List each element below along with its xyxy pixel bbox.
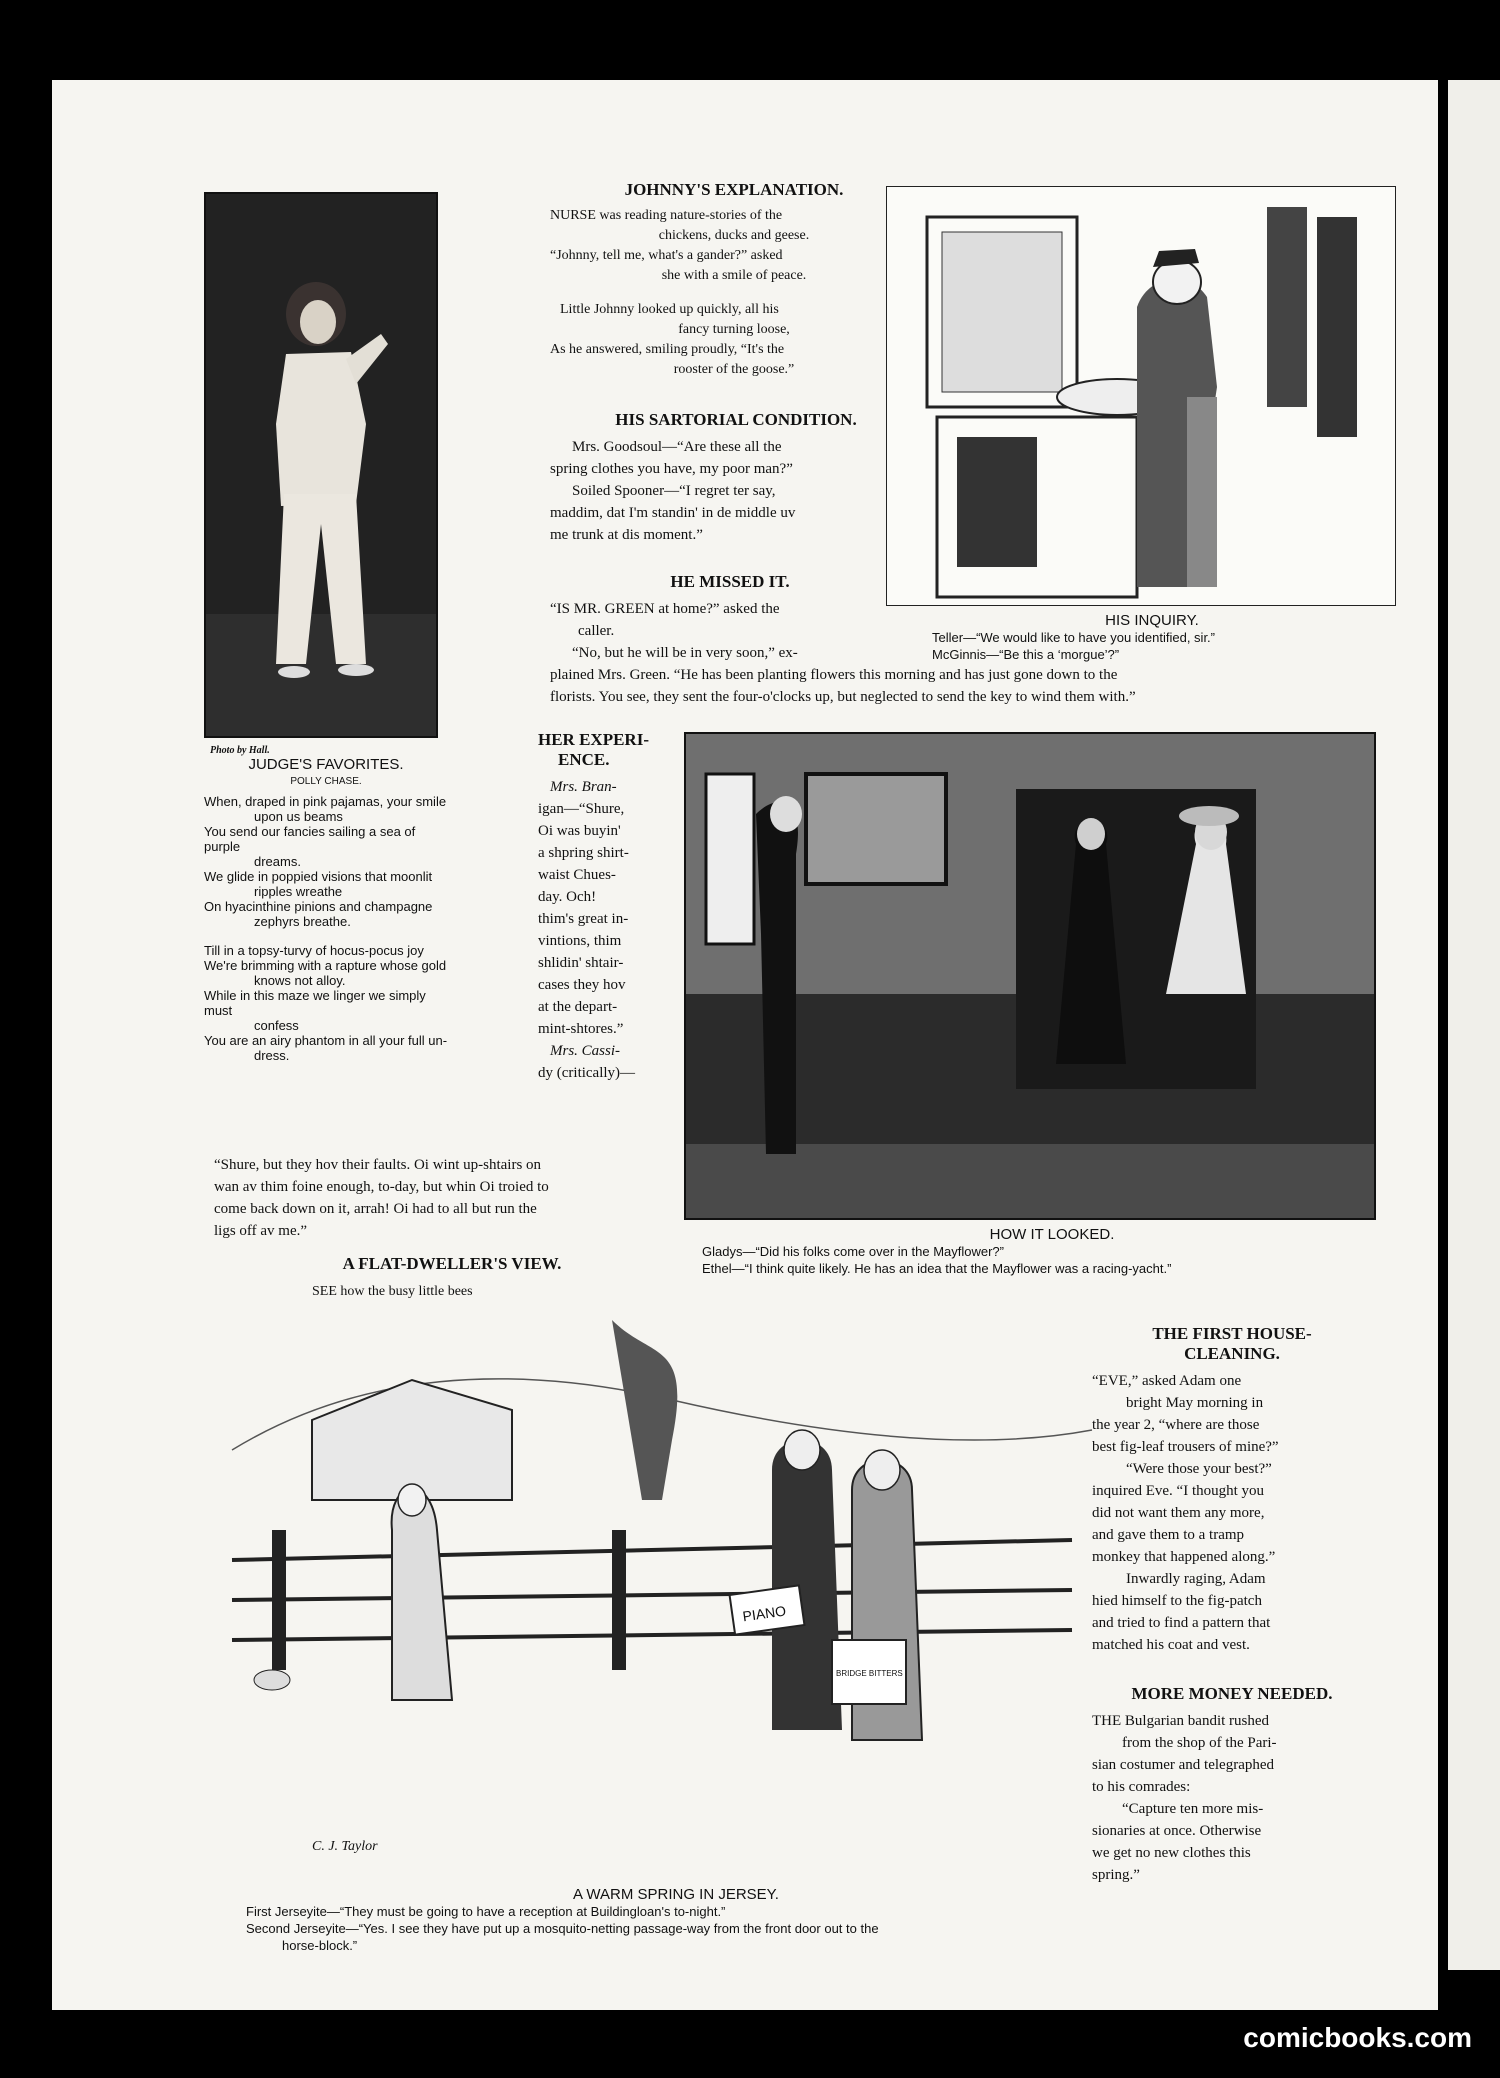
poem-line: ripples wreathe <box>254 884 343 899</box>
text-line: spring clothes you have, my poor man?” <box>550 461 793 477</box>
text-line: shlidin' shtair- <box>538 955 624 971</box>
text-line: at the depart- <box>538 999 618 1015</box>
poem-line: When, draped in pink pajamas, your smile <box>204 794 447 809</box>
text-line: we get no new clothes this <box>1092 1845 1251 1861</box>
text-line: Soiled Spooner—“I regret ter say, <box>572 483 776 499</box>
text-line: did not want them any more, <box>1092 1505 1265 1521</box>
poem-line: “Johnny, tell me, what's a gander?” asked <box>550 248 783 263</box>
flat-title: A FLAT-DWELLER'S VIEW. <box>342 1254 562 1273</box>
text-line: Oi was buyin' <box>538 823 621 839</box>
text-line: and gave them to a tramp <box>1092 1527 1245 1543</box>
poem-line: SEE how the busy little bees <box>312 1284 473 1299</box>
text-line: mint-shtores.” <box>538 1021 624 1037</box>
poem-line: NURSE was reading nature-stories of the <box>550 208 783 223</box>
inquiry-caption <box>912 612 1392 663</box>
text-line: hied himself to the fig-patch <box>1092 1593 1262 1609</box>
bitters-bag-label: BRIDGE BITTERS <box>836 1669 903 1678</box>
judges-favorites <box>204 756 448 1063</box>
poem-line: rooster of the goose.” <box>673 362 795 377</box>
text-line: Mrs. Bran- <box>550 779 617 795</box>
experience-title: ENCE. <box>558 750 610 769</box>
first-house-cleaning <box>1092 1324 1372 1656</box>
poem-line: confess <box>254 1018 299 1033</box>
judges-favorites-poem <box>204 794 448 1063</box>
poem-line: chickens, ducks and geese. <box>658 228 810 243</box>
text-line: “Shure, but they hov their faults. Oi wint up-shtairs on <box>214 1157 542 1173</box>
jersey-landscape-drawing <box>212 1300 1112 1880</box>
looked-line: Ethel—“I think quite likely. He has an idea that the Mayflower was a racing-yacht.” <box>702 1261 1172 1276</box>
more-money-needed <box>1092 1684 1372 1886</box>
looked-title: HOW IT LOOKED. <box>989 1226 1115 1243</box>
text-line: maddim, dat I'm standin' in de middle uv <box>550 505 796 521</box>
jersey-line: horse-block.” <box>282 1938 358 1953</box>
looked-caption <box>702 1226 1402 1277</box>
poem-line: We're brimming with a rapture whose gold <box>204 958 447 973</box>
text-line: vintions, thim <box>538 933 622 949</box>
text-line: THE Bulgarian bandit rushed <box>1092 1713 1270 1729</box>
judges-favorites-subtitle: POLLY CHASE. <box>290 776 362 787</box>
text-line: “No, but he will be in very soon,” ex- <box>572 645 798 661</box>
text-line: wan av thim foine enough, to-day, but whin Oi troied to <box>214 1179 549 1195</box>
judges-favorites-title: JUDGE'S FAVORITES. <box>248 756 404 773</box>
text-line: me trunk at dis moment.” <box>550 527 703 543</box>
looked-line: Gladys—“Did his folks come over in the Mayflower?” <box>702 1244 1004 1259</box>
poem-line: zephyrs breathe. <box>254 914 351 929</box>
sartorial-condition <box>550 410 922 546</box>
text-line: sionaries at once. Otherwise <box>1092 1823 1262 1839</box>
text-line: inquired Eve. “I thought you <box>1092 1483 1265 1499</box>
experience-wide-text <box>214 1154 672 1242</box>
poem-line: You are an airy phantom in all your full un- <box>204 1033 448 1048</box>
text-line: Mrs. Cassi- <box>550 1043 621 1059</box>
text-line: the year 2, “where are those <box>1092 1417 1260 1433</box>
how-it-looked-illustration <box>684 732 1376 1220</box>
poem-line: dress. <box>254 1048 290 1063</box>
text-line: come back down on it, arrah! Oi had to all but run the <box>214 1201 537 1217</box>
text-line: to his comrades: <box>1092 1779 1191 1795</box>
text-line: sian costumer and telegraphed <box>1092 1757 1275 1773</box>
housecleaning-title: CLEANING. <box>1184 1344 1280 1363</box>
polly-chase-photo <box>204 192 438 738</box>
text-line: igan—“Shure, <box>538 801 625 817</box>
money-title: MORE MONEY NEEDED. <box>1131 1684 1333 1703</box>
text-line: bright May morning in <box>1126 1395 1264 1411</box>
adjacent-page-edge <box>1448 80 1500 1970</box>
missed-title: HE MISSED IT. <box>670 572 790 591</box>
text-line: caller. <box>578 623 615 639</box>
museum-scene-drawing <box>686 734 1374 1218</box>
poem-line: Little Johnny looked up quickly, all his <box>560 302 779 317</box>
johnnys-explanation <box>550 180 918 380</box>
text-line: plained Mrs. Green. “He has been planting flowers this morning and has just gone down to the <box>550 667 1118 683</box>
her-experience <box>538 730 684 1084</box>
text-line: ligs off av me.” <box>214 1223 308 1239</box>
text-line: “Were those your best?” <box>1126 1461 1272 1477</box>
his-inquiry-illustration <box>886 186 1396 606</box>
johnny-title: JOHNNY'S EXPLANATION. <box>624 180 844 199</box>
text-line: monkey that happened along.” <box>1092 1549 1276 1565</box>
text-line: a shpring shirt- <box>538 845 629 861</box>
text-line: “IS MR. GREEN at home?” asked the <box>550 601 780 617</box>
text-line: cases they hov <box>538 977 626 993</box>
photo-credit: Photo by Hall. <box>210 745 270 756</box>
inquiry-line: Teller—“We would like to have you identified, sir.” <box>932 630 1215 645</box>
text-line: “Capture ten more mis- <box>1122 1801 1264 1817</box>
site-watermark: comicbooks.com <box>1243 2022 1472 2053</box>
sartorial-title: HIS SARTORIAL CONDITION. <box>615 410 857 429</box>
text-line: day. Och! <box>538 889 597 905</box>
text-line: florists. You see, they sent the four-o'clocks up, but neglected to send the key to wind them with.” <box>550 689 1136 705</box>
magazine-page <box>52 80 1438 2010</box>
jersey-line: Second Jerseyite—“Yes. I see they have put up a mosquito-netting passage-way from the front door out to the <box>246 1921 879 1936</box>
inquiry-title: HIS INQUIRY. <box>1105 612 1199 629</box>
jersey-caption <box>246 1886 1106 1954</box>
text-line: matched his coat and vest. <box>1092 1637 1250 1653</box>
text-line: waist Chues- <box>538 867 616 883</box>
poem-line: Till in a topsy-turvy of hocus-pocus joy <box>204 943 424 958</box>
poem-line: dreams. <box>254 854 301 869</box>
poem-line: she with a smile of peace. <box>661 268 807 283</box>
text-line: Inwardly raging, Adam <box>1126 1571 1266 1587</box>
text-line: and tried to find a pattern that <box>1092 1615 1271 1631</box>
experience-title: HER EXPERI- <box>538 730 649 749</box>
text-line: from the shop of the Pari- <box>1122 1735 1277 1751</box>
poem-line: You send our fancies sailing a sea of purple <box>204 824 416 854</box>
text-line: dy (critically)— <box>538 1065 636 1081</box>
artist-signature: C. J. Taylor <box>312 1839 378 1854</box>
text-line: thim's great in- <box>538 911 629 927</box>
housecleaning-title: THE FIRST HOUSE- <box>1152 1324 1312 1343</box>
poem-line: While in this maze we linger we simply must <box>204 988 426 1018</box>
text-line: “EVE,” asked Adam one <box>1092 1373 1242 1389</box>
woman-figure-illustration <box>206 194 436 736</box>
poem-line: As he answered, smiling proudly, “It's the <box>550 342 785 357</box>
jersey-line: First Jerseyite—“They must be going to have a reception at Buildingloan's to-night.” <box>246 1904 726 1919</box>
text-line: best fig-leaf trousers of mine?” <box>1092 1439 1279 1455</box>
text-line: Mrs. Goodsoul—“Are these all the <box>572 439 782 455</box>
poem-line: fancy turning loose, <box>678 322 790 337</box>
bank-teller-drawing <box>887 187 1395 605</box>
poem-line: We glide in poppied visions that moonlit <box>204 869 433 884</box>
poem-line: On hyacinthine pinions and champagne <box>204 899 433 914</box>
warm-spring-illustration <box>212 1300 1112 1880</box>
text-line: spring.” <box>1092 1867 1140 1883</box>
poem-line: knows not alloy. <box>254 973 346 988</box>
piano-sign: PIANO <box>741 1602 787 1625</box>
poem-line: upon us beams <box>254 809 343 824</box>
inquiry-line: McGinnis—“Be this a ‘morgue’?” <box>932 647 1120 662</box>
jersey-title: A WARM SPRING IN JERSEY. <box>573 1886 779 1903</box>
